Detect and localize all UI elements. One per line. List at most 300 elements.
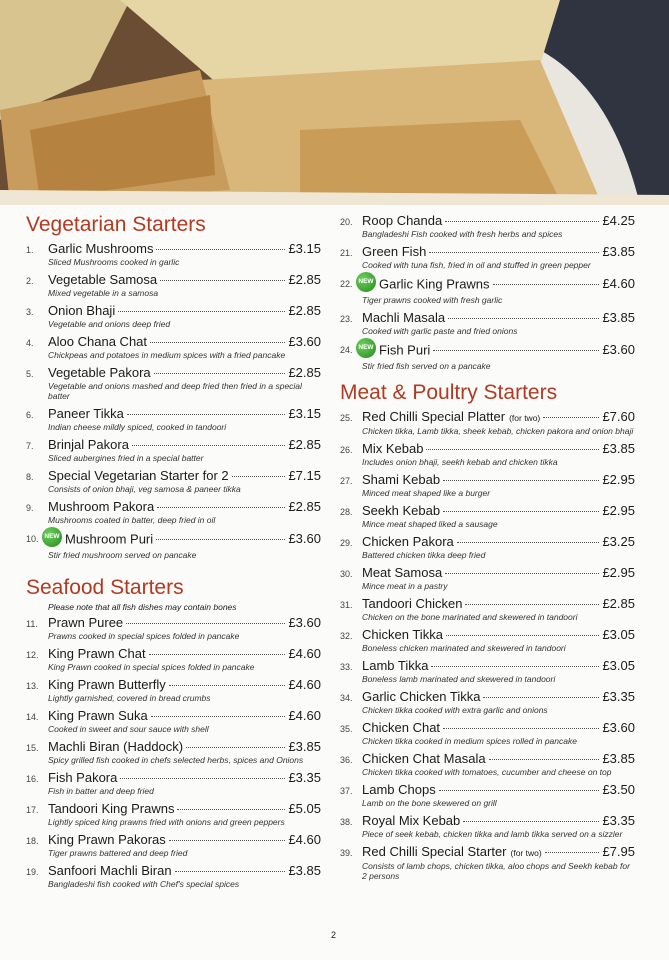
item-line <box>48 801 321 817</box>
item-price: £2.95 <box>602 503 635 518</box>
item-number: 19. <box>26 867 39 877</box>
item-description: Mixed vegetable in a samosa <box>48 288 159 298</box>
item-description: Bangladeshi Fish cooked with fresh herbs and spices <box>362 229 563 239</box>
item-description: Mushrooms coated in batter, deep fried in oil <box>48 515 216 525</box>
item-name-wrap <box>362 534 454 550</box>
item-name: Mushroom Puri <box>65 531 154 547</box>
item-price: £3.25 <box>602 534 635 549</box>
item-name: King Prawn Butterfly <box>48 677 166 692</box>
item-name: King Prawn Pakoras <box>48 832 166 847</box>
item-line <box>362 596 635 612</box>
item-price: £3.85 <box>602 441 635 456</box>
item-line <box>362 310 635 326</box>
item-description: Lamb on the bone skewered on grill <box>362 798 497 808</box>
item-price: £3.60 <box>288 531 321 547</box>
item-description: Minced meat shaped like a burger <box>362 488 491 498</box>
item-name-wrap <box>362 844 542 861</box>
menu-item <box>340 751 635 777</box>
dot-leader <box>157 507 285 508</box>
new-badge-icon: NEW <box>42 527 62 547</box>
item-number: 3. <box>26 307 34 317</box>
meat-poultry-starters-heading: Meat & Poultry Starters <box>340 381 558 404</box>
item-name-wrap <box>362 472 440 488</box>
item-price: £3.60 <box>288 615 321 630</box>
item-name-wrap <box>48 646 146 662</box>
item-description: Stir fried fish served on a pancake <box>362 361 491 371</box>
item-line <box>362 441 635 457</box>
item-price: £2.85 <box>288 303 321 318</box>
item-name-wrap <box>362 565 442 581</box>
item-line <box>48 365 321 381</box>
item-line <box>362 534 635 550</box>
new-badge-icon: NEW <box>356 338 376 358</box>
item-price: £7.60 <box>602 409 635 424</box>
item-number: 22. <box>340 279 353 289</box>
item-line <box>48 770 321 786</box>
item-number: 31. <box>340 600 353 610</box>
dot-leader <box>489 759 600 760</box>
item-name: Meat Samosa <box>362 565 443 580</box>
item-name-wrap <box>362 813 460 829</box>
item-name: Paneer Tikka <box>48 406 124 421</box>
item-name-wrap <box>362 720 440 736</box>
menu-item <box>26 241 321 267</box>
item-name-wrap <box>48 272 157 288</box>
item-name: Roop Chanda <box>362 213 443 228</box>
item-number: 9. <box>26 503 34 513</box>
item-number: 7. <box>26 441 34 451</box>
dot-leader <box>126 623 285 624</box>
item-price: £3.60 <box>602 342 635 358</box>
item-name-wrap <box>362 751 486 767</box>
item-price: £3.05 <box>602 627 635 642</box>
dot-leader <box>431 666 599 667</box>
item-line <box>362 720 635 736</box>
item-name: Chicken Tikka <box>362 627 443 642</box>
item-line <box>362 658 635 674</box>
menu-item <box>26 406 321 432</box>
item-description: Piece of seek kebab, chicken tikka and lamb tikka served on a sizzler <box>362 829 623 839</box>
item-number: 23. <box>340 314 353 324</box>
seafood-note: Please note that all fish dishes may contain bones <box>48 602 237 612</box>
item-line <box>48 832 321 848</box>
item-name-wrap <box>362 244 426 260</box>
dot-leader <box>132 445 286 446</box>
dot-leader <box>149 654 286 655</box>
item-price: £3.85 <box>288 739 321 754</box>
dot-leader <box>156 539 285 540</box>
item-price: £3.85 <box>602 310 635 325</box>
menu-item <box>26 677 321 703</box>
item-price: £2.85 <box>288 272 321 287</box>
dot-leader <box>433 350 599 351</box>
seafood-list-left <box>26 615 321 889</box>
menu-item <box>340 720 635 746</box>
item-name-wrap <box>362 689 480 705</box>
item-line <box>48 406 321 422</box>
item-line <box>358 275 635 295</box>
item-number: 26. <box>340 445 353 455</box>
item-name: Vegetable Samosa <box>48 272 158 287</box>
item-qualifier: (for two) <box>510 848 542 858</box>
item-price: £3.35 <box>602 689 635 704</box>
item-description: Sliced aubergines fried in a special batter <box>48 453 204 463</box>
item-name-wrap <box>48 801 174 817</box>
item-name-wrap <box>362 782 436 798</box>
item-description: Cooked with garlic paste and fried onions <box>362 326 518 336</box>
item-line <box>362 689 635 705</box>
item-number: 24. <box>340 345 353 355</box>
item-name: Green Fish <box>362 244 427 259</box>
item-name-wrap <box>362 596 462 612</box>
item-name: Lamb Tikka <box>362 658 429 673</box>
menu-item <box>26 615 321 641</box>
item-name: Garlic King Prawns <box>379 276 490 292</box>
dot-leader <box>443 480 599 481</box>
right-column <box>340 213 635 886</box>
item-description: Cooked with tuna fish, fried in oil and stuffed in green pepper <box>362 260 591 270</box>
item-name-wrap <box>358 341 431 361</box>
new-badge-icon: NEW <box>356 272 376 292</box>
item-price: £7.15 <box>288 468 321 483</box>
item-number: 11. <box>26 619 38 629</box>
item-price: £7.95 <box>602 844 635 859</box>
seafood-list-right <box>340 213 635 371</box>
item-line <box>48 646 321 662</box>
item-number: 30. <box>340 569 353 579</box>
item-description: King Prawn cooked in special spices folded in pancake <box>48 662 255 672</box>
item-description: Lightly spiced king prawns fried with onions and green peppers <box>48 817 285 827</box>
dot-leader <box>483 697 599 698</box>
item-line <box>362 782 635 798</box>
dot-leader <box>120 778 285 779</box>
item-line <box>362 627 635 643</box>
menu-item <box>26 272 321 298</box>
item-number: 5. <box>26 369 34 379</box>
item-number: 8. <box>26 472 34 482</box>
item-price: £3.05 <box>602 658 635 673</box>
item-description: Chicken on the bone marinated and skewered in tandoori <box>362 612 578 622</box>
item-description: Mince meat in a pastry <box>362 581 448 591</box>
item-name-wrap <box>48 863 172 879</box>
item-name: Chicken Chat <box>362 720 441 735</box>
item-price: £4.60 <box>288 832 321 847</box>
dot-leader <box>127 414 286 415</box>
item-price: £3.85 <box>602 244 635 259</box>
item-description: Cooked in sweet and sour sauce with shell <box>48 724 209 734</box>
left-column <box>26 213 321 894</box>
item-description: Stir fried mushroom served on pancake <box>48 550 197 560</box>
item-name: Seekh Kebab <box>362 503 441 518</box>
item-description: Lightly garnished, covered in bread crumbs <box>48 693 211 703</box>
item-name: Lamb Chops <box>362 782 436 797</box>
menu-item <box>26 303 321 329</box>
dot-leader <box>169 685 286 686</box>
dot-leader <box>543 417 599 418</box>
item-name-wrap <box>48 615 123 631</box>
item-name-wrap <box>362 213 442 229</box>
item-price: £2.95 <box>602 472 635 487</box>
item-price: £5.05 <box>288 801 321 816</box>
item-description: Vegetable and onions deep fried <box>48 319 171 329</box>
item-name-wrap <box>362 627 443 643</box>
item-name: Onion Bhaji <box>48 303 116 318</box>
item-line <box>362 244 635 260</box>
item-line <box>48 468 321 484</box>
menu-item <box>26 530 321 560</box>
item-description: Chicken tikka, Lamb tikka, sheek kebab, chicken pakora and onion bhaji <box>362 426 634 436</box>
item-price: £3.35 <box>288 770 321 785</box>
dot-leader <box>118 311 285 312</box>
dot-leader <box>156 249 285 250</box>
item-number: 18. <box>26 836 39 846</box>
item-description: Includes onion bhaji, seekh kebab and chicken tikka <box>362 457 558 467</box>
item-number: 10. <box>26 534 39 544</box>
food-photo <box>0 0 669 205</box>
item-name-wrap <box>362 441 423 457</box>
vegetarian-list <box>26 241 321 560</box>
menu-item <box>340 844 635 881</box>
item-name-wrap <box>362 310 445 326</box>
menu-item <box>26 646 321 672</box>
item-name: Vegetable Pakora <box>48 365 151 380</box>
item-number: 16. <box>26 774 39 784</box>
menu-item <box>340 596 635 622</box>
menu-item <box>340 310 635 336</box>
item-name: Tandoori Chicken <box>362 596 463 611</box>
item-description: Chickpeas and potatoes in medium spices with a fried pancake <box>48 350 286 360</box>
item-line <box>362 813 635 829</box>
item-name: Mushroom Pakora <box>48 499 155 514</box>
item-price: £4.25 <box>602 213 635 228</box>
item-name: Garlic Mushrooms <box>48 241 154 256</box>
item-line <box>48 615 321 631</box>
dot-leader <box>232 476 286 477</box>
menu-item <box>340 472 635 498</box>
item-line <box>362 751 635 767</box>
item-number: 20. <box>340 217 353 227</box>
item-number: 37. <box>340 786 353 796</box>
item-price: £2.95 <box>602 565 635 580</box>
menu-item <box>340 627 635 653</box>
item-name-wrap <box>48 334 147 350</box>
menu-item <box>26 832 321 858</box>
item-name: Fish Puri <box>379 342 431 358</box>
item-name: Chicken Pakora <box>362 534 454 549</box>
item-line <box>48 334 321 350</box>
item-price: £4.60 <box>602 276 635 292</box>
dot-leader <box>443 511 599 512</box>
dot-leader <box>186 747 285 748</box>
item-number: 1. <box>26 245 34 255</box>
item-number: 17. <box>26 805 39 815</box>
item-name: Prawn Puree <box>48 615 124 630</box>
item-name: Special Vegetarian Starter for 2 <box>48 468 229 483</box>
item-name: Brinjal Pakora <box>48 437 129 452</box>
item-number: 14. <box>26 712 39 722</box>
item-description: Prawns cooked in special spices folded in pancake <box>48 631 240 641</box>
item-line <box>48 437 321 453</box>
item-price: £2.85 <box>288 365 321 380</box>
item-description: Battered chicken tikka deep fried <box>362 550 486 560</box>
item-number: 12. <box>26 650 39 660</box>
item-price: £3.15 <box>288 406 321 421</box>
item-name: Tandoori King Prawns <box>48 801 175 816</box>
item-description: Vegetable and onions mashed and deep fried then fried in a special batter <box>48 381 302 401</box>
menu-item <box>26 801 321 827</box>
dot-leader <box>443 728 599 729</box>
menu-item <box>340 341 635 371</box>
item-number: 28. <box>340 507 353 517</box>
menu-item <box>340 782 635 808</box>
item-name-wrap <box>48 677 166 693</box>
item-number: 15. <box>26 743 39 753</box>
item-name-wrap <box>48 406 124 422</box>
item-description: Chicken tikka cooked with tomatoes, cucumber and cheese on top <box>362 767 612 777</box>
item-name-wrap <box>48 437 129 453</box>
menu-item <box>26 334 321 360</box>
item-line <box>48 303 321 319</box>
dot-leader <box>169 840 286 841</box>
item-description: Tiger prawns cooked with fresh garlic <box>362 295 503 305</box>
menu-item <box>340 244 635 270</box>
item-price: £3.60 <box>288 334 321 349</box>
dot-leader <box>160 280 285 281</box>
item-qualifier: (for two) <box>509 413 541 423</box>
item-price: £2.85 <box>602 596 635 611</box>
dot-leader <box>150 342 285 343</box>
item-name-wrap <box>44 530 154 550</box>
item-number: 29. <box>340 538 353 548</box>
item-name-wrap <box>48 708 148 724</box>
item-number: 38. <box>340 817 353 827</box>
item-number: 13. <box>26 681 39 691</box>
item-price: £3.60 <box>602 720 635 735</box>
item-description: Consists of onion bhaji, veg samosa & paneer tikka <box>48 484 241 494</box>
item-price: £2.85 <box>288 437 321 452</box>
item-line <box>358 341 635 361</box>
item-description: Sliced Mushrooms cooked in garlic <box>48 257 180 267</box>
dot-leader <box>426 449 599 450</box>
item-name: Chicken Chat Masala <box>362 751 486 766</box>
item-name: Sanfoori Machli Biran <box>48 863 172 878</box>
menu-item <box>26 863 321 889</box>
dot-leader <box>439 790 600 791</box>
item-description: Tiger prawns battered and deep fried <box>48 848 188 858</box>
item-name-wrap <box>48 468 229 484</box>
vegetarian-starters-heading: Vegetarian Starters <box>26 213 206 236</box>
meat-list <box>340 409 635 881</box>
item-price: £3.15 <box>288 241 321 256</box>
item-line <box>48 708 321 724</box>
item-price: £3.85 <box>288 863 321 878</box>
item-price: £3.35 <box>602 813 635 828</box>
item-price: £4.60 <box>288 708 321 723</box>
dot-leader <box>493 284 600 285</box>
dot-leader <box>545 852 600 853</box>
item-line <box>362 844 635 861</box>
item-line <box>362 472 635 488</box>
menu-item <box>340 275 635 305</box>
dot-leader <box>429 252 599 253</box>
item-price: £2.85 <box>288 499 321 514</box>
item-name-wrap <box>358 275 490 295</box>
item-number: 39. <box>340 848 353 858</box>
menu-item <box>340 213 635 239</box>
item-line <box>48 272 321 288</box>
item-description: Consists of lamb chops, chicken tikka, aloo chops and Seekh kebab for 2 persons <box>362 861 630 881</box>
item-line <box>362 409 635 426</box>
item-name-wrap <box>48 832 166 848</box>
menu-item <box>340 503 635 529</box>
item-name: Aloo Chana Chat <box>48 334 148 349</box>
dot-leader <box>463 821 599 822</box>
item-name-wrap <box>48 303 115 319</box>
dot-leader <box>175 871 286 872</box>
menu-item <box>26 499 321 525</box>
item-description: Indian cheese mildly spiced, cooked in tandoori <box>48 422 227 432</box>
item-description: Boneless lamb marinated and skewered in tandoori <box>362 674 556 684</box>
item-name: King Prawn Suka <box>48 708 148 723</box>
seafood-starters-heading: Seafood Starters <box>26 576 184 599</box>
item-name: Shami Kebab <box>362 472 441 487</box>
item-line <box>44 530 321 550</box>
menu-item <box>340 565 635 591</box>
dot-leader <box>445 573 599 574</box>
dot-leader <box>457 542 600 543</box>
item-number: 25. <box>340 413 353 423</box>
item-price: £3.50 <box>602 782 635 797</box>
item-name-wrap <box>48 365 151 381</box>
item-number: 6. <box>26 410 34 420</box>
menu-item <box>26 739 321 765</box>
item-number: 36. <box>340 755 353 765</box>
item-price: £3.85 <box>602 751 635 766</box>
item-name-wrap <box>48 499 154 515</box>
menu-item <box>340 409 635 436</box>
item-name-wrap <box>362 409 540 426</box>
item-line <box>362 565 635 581</box>
menu-item <box>340 441 635 467</box>
item-line <box>48 241 321 257</box>
page-number: 2 <box>331 930 337 940</box>
menu-item <box>26 468 321 494</box>
item-name-wrap <box>48 241 153 257</box>
item-number: 35. <box>340 724 353 734</box>
item-description: Bangladeshi fish cooked with Chef's special spices <box>48 879 240 889</box>
item-description: Chicken tikka cooked with extra garlic and onions <box>362 705 548 715</box>
menu-item <box>26 770 321 796</box>
item-name: Royal Mix Kebab <box>362 813 461 828</box>
item-name-wrap <box>362 503 440 519</box>
item-name: Fish Pakora <box>48 770 118 785</box>
menu-item <box>340 534 635 560</box>
item-line <box>362 213 635 229</box>
item-name: Red Chilli Special Starter <box>362 844 507 859</box>
item-name-wrap <box>362 658 428 674</box>
item-price: £4.60 <box>288 677 321 692</box>
item-line <box>48 739 321 755</box>
menu-item <box>340 658 635 684</box>
item-name: Machli Biran (Haddock) <box>48 739 184 754</box>
item-name: King Prawn Chat <box>48 646 146 661</box>
samosa-photo-illustration <box>0 0 669 205</box>
dot-leader <box>448 318 599 319</box>
menu-item <box>340 689 635 715</box>
item-description: Chicken tikka cooked in medium spices rolled in pancake <box>362 736 577 746</box>
menu-item <box>26 708 321 734</box>
item-name: Mix Kebab <box>362 441 424 456</box>
